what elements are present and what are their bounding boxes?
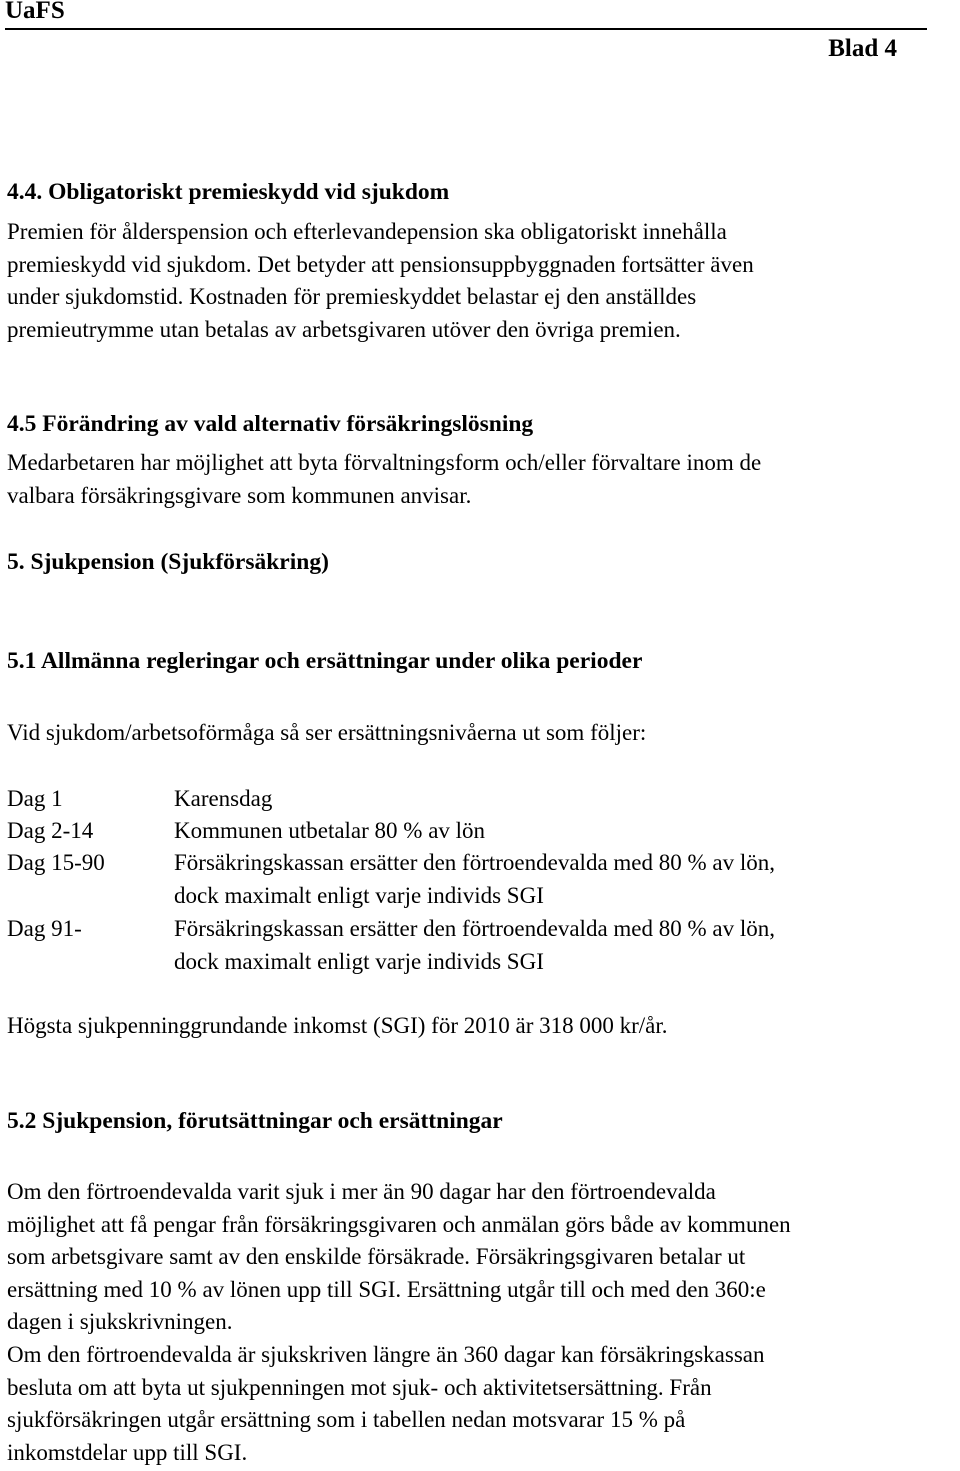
- header-page-number: Blad 4: [828, 35, 897, 62]
- body-line: Medarbetaren har möjlighet att byta förvaltningsform och/eller förvaltare inom de: [7, 450, 762, 475]
- body-line: Premien för ålderspension och efterlevandepension ska obligatoriskt innehålla: [7, 219, 727, 244]
- period-term: Dag 15-90: [7, 850, 105, 875]
- section-4-5-heading: 4.5 Förändring av vald alternativ försäkringslösning: [7, 411, 534, 437]
- period-row: [7, 783, 959, 816]
- body-line: premieskydd vid sjukdom. Det betyder att pensionsuppbyggnaden fortsätter även: [7, 251, 754, 277]
- sgi-note: Högsta sjukpenninggrundande inkomst (SGI) för 2010 är 318 000 kr/år.: [7, 1013, 668, 1038]
- section-5-1-heading: 5.1 Allmänna regleringar och ersättningar under olika perioder: [7, 648, 643, 674]
- description-line: dock maximalt enligt varje individs SGI: [174, 948, 544, 974]
- body-line: sjukförsäkringen utgår ersättning som i tabellen nedan motsvarar 15 % på: [7, 1407, 686, 1433]
- header-organization: UaFS: [5, 0, 65, 24]
- description-line: dock maximalt enligt varje individs SGI: [174, 882, 544, 908]
- section-4-4-body: [7, 216, 959, 346]
- period-description: [174, 783, 959, 816]
- body-line: möjlighet att få pengar från försäkringsgivaren och anmälan görs både av kommunen: [7, 1211, 791, 1237]
- body-line: premieutrymme utan betalas av arbetsgivaren utöver den övriga premien.: [7, 316, 681, 342]
- period-description: [174, 847, 959, 912]
- body-line: dagen i sjukskrivningen.: [7, 1309, 233, 1335]
- period-row: [7, 913, 959, 978]
- body-line: besluta om att byta ut sjukpenningen mot sjuk- och aktivitetsersättning. Från: [7, 1374, 712, 1400]
- body-line: valbara försäkringsgivare som kommunen anvisar.: [7, 482, 472, 508]
- period-term: Dag 1: [7, 786, 63, 811]
- body-line: under sjukdomstid. Kostnaden för premieskyddet belastar ej den anställdes: [7, 284, 697, 310]
- section-4-4-heading: 4.4. Obligatoriskt premieskydd vid sjukdom: [7, 179, 450, 205]
- section-5-2-heading: 5.2 Sjukpension, förutsättningar och ersättningar: [7, 1108, 503, 1134]
- body-line: inkomstdelar upp till SGI.: [7, 1439, 248, 1465]
- section-5-1-intro: Vid sjukdom/arbetsoförmåga så ser ersättningsnivåerna ut som följer:: [7, 720, 647, 745]
- period-description: [174, 815, 959, 848]
- section-5-heading: 5. Sjukpension (Sjukförsäkring): [7, 549, 329, 575]
- description-line: Försäkringskassan ersätter den förtroendevalda med 80 % av lön,: [174, 916, 776, 941]
- body-line: Om den förtroendevalda varit sjuk i mer än 90 dagar har den förtroendevalda: [7, 1179, 716, 1204]
- period-row: [7, 815, 959, 848]
- period-term: Dag 91-: [7, 916, 82, 941]
- section-5-2-body: [7, 1176, 959, 1469]
- header-rule: [5, 28, 927, 30]
- description-line: Kommunen utbetalar 80 % av lön: [174, 818, 486, 843]
- period-term: Dag 2-14: [7, 818, 94, 843]
- period-description: [174, 913, 959, 978]
- description-line: Karensdag: [174, 786, 273, 811]
- body-line: Om den förtroendevalda är sjukskriven längre än 360 dagar kan försäkringskassan: [7, 1341, 765, 1367]
- body-line: som arbetsgivare samt av den enskilde försäkrade. Försäkringsgivaren betalar ut: [7, 1244, 746, 1270]
- description-line: Försäkringskassan ersätter den förtroendevalda med 80 % av lön,: [174, 850, 776, 875]
- body-line: ersättning med 10 % av lönen upp till SGI. Ersättning utgår till och med den 360:e: [7, 1276, 766, 1302]
- period-row: [7, 847, 959, 912]
- section-4-5-body: [7, 447, 959, 512]
